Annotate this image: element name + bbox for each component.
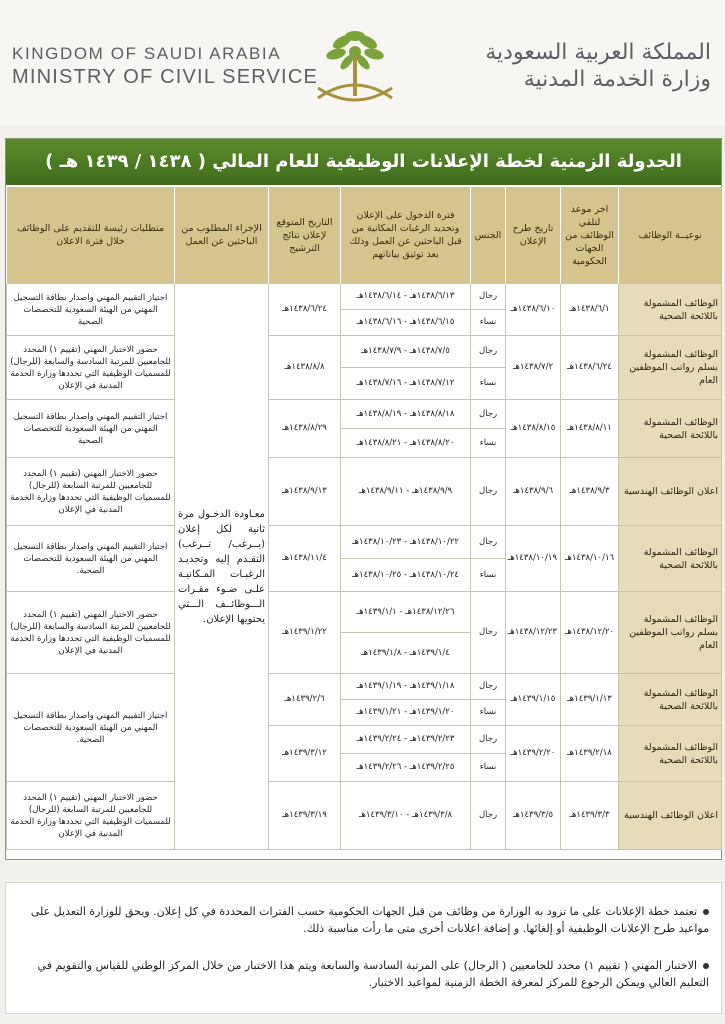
gender-cell: رجال: [471, 726, 506, 754]
ministry-label-ar: وزارة الخدمة المدنية: [523, 67, 711, 92]
bullet-icon: [703, 963, 709, 969]
results-cell: ١٤٣٨/٨/٢٩هـ: [269, 400, 341, 458]
note-item: [19, 903, 709, 937]
results-cell: ١٤٣٨/١١/٤هـ: [269, 526, 341, 592]
requirements-cell: حضور الاختبار المهني (تقييم ١) المحدد للجامعيين للمرتبة السادسة والسابعة (للرجال) للمسميات الوظيفية التي تحددها وزارة الخدمة المدنية في الإعلان: [7, 336, 175, 400]
requirements-cell: حضور الاختبار المهني (تقييم ١) المحدد للجامعيين للمرتبة السادسة والسابعة (للرجال) للمسميات الوظيفية التي تحددها وزارة الخدمة المدنية في الإعلان: [7, 592, 175, 674]
deadline-cell: ١٤٣٩/١/١٣هـ: [561, 674, 619, 726]
period-cell: ١٤٣٨/٦/١٣هـ - ١٤٣٨/٦/١٤هـ: [341, 284, 471, 310]
job-cell: الوظائف المشمولة باللائحة الصحية: [619, 284, 722, 336]
gender-cell: نساء: [471, 368, 506, 400]
release-cell: ١٤٣٨/٩/٦هـ: [506, 458, 561, 526]
deadline-cell: ١٤٣٨/٩/٣هـ: [561, 458, 619, 526]
gender-cell: رجال: [471, 526, 506, 559]
procedure-cell: معـاودة الدخـول مرة ثانية لكل إعلان (يــرغب/ تــرغب) التقـدم إليه وتحديـد الرغبـات المـكانيـة علـى ضـوء مقـرات الـــوظائــف الـــتي يحتويها الإعلان.: [175, 284, 269, 850]
schedule-table: [6, 187, 722, 850]
notes-box: [5, 882, 722, 1014]
gender-cell: نساء: [471, 754, 506, 782]
gender-cell: رجال: [471, 674, 506, 700]
requirements-cell: اجتياز التقييم المهني واصدار بطاقة التسجيل المهني من الهيئة السعودية للتخصصات الصحية.: [7, 674, 175, 782]
period-cell: ١٤٣٨/٧/٥هـ - ١٤٣٨/٧/٩هـ: [341, 336, 471, 368]
results-cell: ١٤٣٩/٣/١٩هـ: [269, 782, 341, 850]
period-cell: ١٤٣٨/١٠/٢٤هـ - ١٤٣٨/١٠/٢٥هـ: [341, 559, 471, 592]
kingdom-label: KINGDOM OF SAUDI ARABIA: [12, 44, 282, 63]
release-cell: ١٤٣٩/٣/٥هـ: [506, 782, 561, 850]
period-cell: ١٤٣٩/٢/٢٣هـ - ١٤٣٩/٢/٢٤هـ: [341, 726, 471, 754]
gender-cell: نساء: [471, 700, 506, 726]
gender-cell: رجال: [471, 400, 506, 429]
gender-cell: رجال: [471, 336, 506, 368]
requirements-cell: اجتياز التقييم المهني واصدار بطاقة التسجيل المهني من الهيئة السعودية للتخصصات الصحية: [7, 284, 175, 336]
col-gender: الجنس: [471, 187, 506, 284]
table-header-row: [7, 187, 722, 284]
col-procedure: الإجراء المطلوب من الباحثين عن العمل: [175, 187, 269, 284]
col-release: تاريخ طرح الإعلان: [506, 187, 561, 284]
period-cell: ١٤٣٨/٩/٩هـ - ١٤٣٨/٩/١١هـ: [341, 458, 471, 526]
release-cell: ١٤٣٨/٧/٢هـ: [506, 336, 561, 400]
palm-swords-emblem-icon: [300, 14, 410, 114]
kingdom-label-ar: المملكة العربية السعودية: [485, 40, 711, 65]
gender-cell: رجال: [471, 592, 506, 674]
period-cell: ١٤٣٩/٢/٢٥هـ - ١٤٣٩/٢/٢٦هـ: [341, 754, 471, 782]
col-job: نوعيــة الوظائف: [619, 187, 722, 284]
period-cell: ١٤٣٩/١/٢٠هـ - ١٤٣٩/١/٢١هـ: [341, 700, 471, 726]
gender-cell: نساء: [471, 559, 506, 592]
release-cell: ١٤٣٩/١/١٥هـ: [506, 674, 561, 726]
results-cell: ١٤٣٨/٦/٢٤هـ: [269, 284, 341, 336]
job-cell: الوظائف المشمولة باللائحة الصحية: [619, 674, 722, 726]
note-text: الاختبار المهني ( تقييم ١) محدد للجامعيين ( الرجال) على المرتبة السادسة والسابعة ويتم هذا الاختبار من خلال المركز الوطني للقياس والتقويم في التعليم العالي ويمكن الرجوع للمركز لمعرفة الخطة الزمنية لمواعيد الاختبار.: [37, 959, 709, 989]
release-cell: ١٤٣٨/٦/١٠هـ: [506, 284, 561, 336]
job-cell: الوظائف المشمولة بسلم رواتب الموظفين العام: [619, 336, 722, 400]
period-cell: ١٤٣٨/٨/٢٠هـ - ١٤٣٨/٨/٢١هـ: [341, 429, 471, 458]
job-cell: اعلان الوظائف الهندسية: [619, 782, 722, 850]
period-cell: ١٤٣٨/٧/١٢هـ - ١٤٣٨/٧/١٦هـ: [341, 368, 471, 400]
job-cell: الوظائف المشمولة باللائحة الصحية: [619, 526, 722, 592]
release-cell: ١٤٣٨/١٢/٢٣هـ: [506, 592, 561, 674]
gender-cell: نساء: [471, 310, 506, 336]
period-cell: ١٤٣٩/٣/٨هـ - ١٤٣٩/٣/١٠هـ: [341, 782, 471, 850]
gender-cell: رجال: [471, 458, 506, 526]
table-row: [7, 782, 722, 850]
job-cell: الوظائف المشمولة بسلم رواتب الموظفين العام: [619, 592, 722, 674]
deadline-cell: ١٤٣٨/٦/٢٤هـ: [561, 336, 619, 400]
col-deadline: اخر موعد لتلقي الوظائف من الجهات الحكومية: [561, 187, 619, 284]
requirements-cell: اجتياز التقييم المهني واصدار بطاقة التسجيل المهني من الهيئة السعودية للتخصصات الصحية: [7, 400, 175, 458]
deadline-cell: ١٤٣٩/٢/١٨هـ: [561, 726, 619, 782]
deadline-cell: ١٤٣٨/١٠/١٦هـ: [561, 526, 619, 592]
requirements-cell: حضور الاختبار المهني (تقييم ١) المحدد للجامعيين للمرتبة السابعة (للرجال) للمسميات الوظيفية التي تحددها وزارة الخدمة المدنية في الإعلان: [7, 458, 175, 526]
table-row: [7, 284, 722, 310]
period-cell: ١٤٣٨/٨/١٨هـ - ١٤٣٨/٨/١٩هـ: [341, 400, 471, 429]
col-period: فترة الدخول على الإعلان وتحديد الرغبات المكانية من قبل الباحثين عن العمل وذلك بعد توثيق بياناتهم: [341, 187, 471, 284]
note-item: [19, 957, 709, 991]
gender-cell: رجال: [471, 782, 506, 850]
deadline-cell: ١٤٣٨/٨/١١هـ: [561, 400, 619, 458]
job-cell: الوظائف المشمولة باللائحة الصحية: [619, 400, 722, 458]
table-row: [7, 336, 722, 368]
results-cell: ١٤٣٨/٩/١٣هـ: [269, 458, 341, 526]
ministry-name-arabic: [485, 40, 711, 92]
gender-cell: نساء: [471, 429, 506, 458]
col-requirements: متطلبات رئيسة للتقديم على الوظائف خلال فترة الاعلان: [7, 187, 175, 284]
job-cell: الوظائف المشمولة باللائحة الصحية: [619, 726, 722, 782]
table-row: [7, 592, 722, 633]
bullet-icon: [703, 909, 709, 915]
table-row: [7, 400, 722, 429]
release-cell: ١٤٣٩/٢/٢٠هـ: [506, 726, 561, 782]
deadline-cell: ١٤٣٨/٦/١هـ: [561, 284, 619, 336]
job-cell: اعلان الوظائف الهندسية: [619, 458, 722, 526]
results-cell: ١٤٣٩/٢/٦هـ: [269, 674, 341, 726]
results-cell: ١٤٣٨/٨/٨هـ: [269, 336, 341, 400]
requirements-cell: حضور الاختبار المهني (تقييم ١) المحدد للجامعيين للمرتبة السابعة (للرجال) للمسميات الوظيفية التي تحددها وزارة الخدمة المدنية في الإعلان: [7, 782, 175, 850]
deadline-cell: ١٤٣٩/٣/٣هـ: [561, 782, 619, 850]
ministry-label: MINISTRY OF CIVIL SERVICE: [12, 66, 318, 88]
requirements-cell: اجتياز التقييم المهني واصدار بطاقة التسجيل المهني من الهيئة السعودية للتخصصات الصحية.: [7, 526, 175, 592]
period-cell: ١٤٣٨/١٢/٢٦هـ - ١٤٣٩/١/١هـ: [341, 592, 471, 633]
page-header: [0, 0, 725, 125]
page-title: الجدولة الزمنية لخطة الإعلانات الوظيفية للعام المالي ( ١٤٣٨ / ١٤٣٩ هـ ): [6, 139, 721, 185]
period-cell: ١٤٣٨/٦/١٥هـ - ١٤٣٨/٦/١٦هـ: [341, 310, 471, 336]
results-cell: ١٤٣٩/١/٢٢هـ: [269, 592, 341, 674]
table-row: [7, 674, 722, 700]
gender-cell: رجال: [471, 284, 506, 310]
schedule-board: [5, 138, 722, 860]
col-results: التاريخ المتوقع لإعلان نتائج الترشيح: [269, 187, 341, 284]
ministry-name-english: [12, 44, 318, 89]
table-row: [7, 526, 722, 559]
table-row: [7, 458, 722, 526]
note-text: تعتمد خطة الإعلانات على ما تزود به الوزارة من وظائف من قبل الجهات الحكومية حسب الفترات المحددة في كل إعلان. ويحق للوزارة التعديل على مواعيد طرح الإعلانات الوظيفية أو إلغائها. و إضافة اعلانات أخرى متى ما رأت مناسبة ذلك.: [30, 905, 709, 935]
results-cell: ١٤٣٩/٣/١٢هـ: [269, 726, 341, 782]
release-cell: ١٤٣٨/٨/١٥هـ: [506, 400, 561, 458]
period-cell: ١٤٣٩/١/٤هـ - ١٤٣٩/١/٨هـ: [341, 633, 471, 674]
deadline-cell: ١٤٣٨/١٢/٢٠هـ: [561, 592, 619, 674]
period-cell: ١٤٣٨/١٠/٢٢هـ - ١٤٣٨/١٠/٢٣هـ: [341, 526, 471, 559]
release-cell: ١٤٣٨/١٠/١٩هـ: [506, 526, 561, 592]
period-cell: ١٤٣٩/١/١٨هـ - ١٤٣٩/١/١٩هـ: [341, 674, 471, 700]
